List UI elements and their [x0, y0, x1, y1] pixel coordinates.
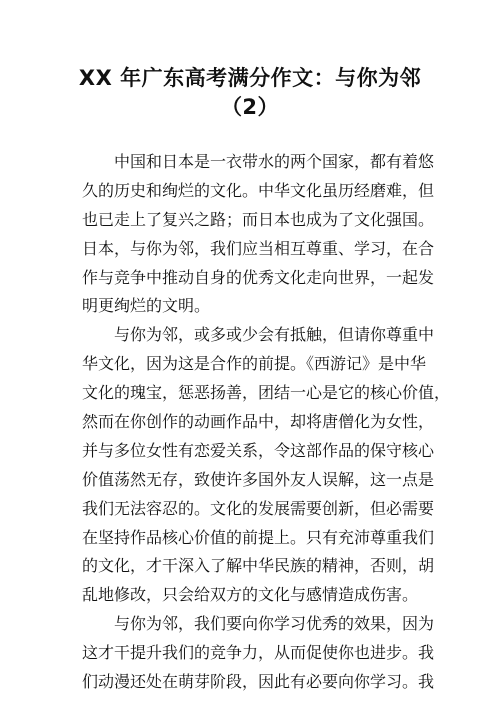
- text-line: 并与多位女性有恋爱关系，令这部作品的保守核心: [82, 440, 435, 460]
- text-line: 的文化，才干深入了解中华民族的精神，否则，胡: [82, 556, 435, 576]
- text-line: 也已走上了复兴之路；而日本也成为了文化强国。: [82, 209, 435, 229]
- document-title: XX 年广东高考满分作文：与你为邻: [78, 66, 422, 90]
- essay-body: [82, 148, 451, 697]
- text-line: 乱地修改，只会给双方的文化与感情造成伤害。: [82, 585, 419, 605]
- text-line: 们动漫还处在萌芽阶段，因此有必要向你学习。我: [82, 672, 435, 692]
- text-line: 日本，与你为邻，我们应当相互尊重、学习，在合: [82, 238, 435, 258]
- text-line: 华文化，因为这是合作的前提。《西游记》是中华: [82, 354, 427, 374]
- text-line: 文化的瑰宝，惩恶扬善，团结一心是它的核心价值，: [82, 383, 451, 403]
- text-line: 久的历史和绚烂的文化。中华文化虽历经磨难，但: [82, 180, 435, 200]
- paragraph-first-line: 与你为邻，或多或少会有抵触，但请你尊重中: [114, 325, 435, 345]
- paragraph-first-line: 中国和日本是一衣带水的两个国家，都有着悠: [114, 152, 435, 171]
- text-line: 然而在你创作的动画作品中，却将唐僧化为女性，: [82, 412, 435, 432]
- text-line: 作与竞争中推动自身的优秀文化走向世界，一起发: [82, 267, 435, 287]
- text-line: 价值荡然无存，致使许多国外友人误解，这一点是: [82, 469, 435, 489]
- text-line: 明更绚烂的文明。: [82, 296, 211, 316]
- document-title-part-number: （2）: [220, 95, 280, 119]
- paragraph-first-line: 与你为邻，我们要向你学习优秀的效果，因为: [114, 614, 435, 634]
- text-line: 我们无法容忍的。文化的发展需要创新，但必需要: [82, 498, 435, 518]
- text-line: 在坚持作品核心价值的前提上。只有充沛尊重我们: [82, 527, 435, 547]
- text-line: 这才干提升我们的竞争力，从而促使你也进步。我: [82, 643, 435, 663]
